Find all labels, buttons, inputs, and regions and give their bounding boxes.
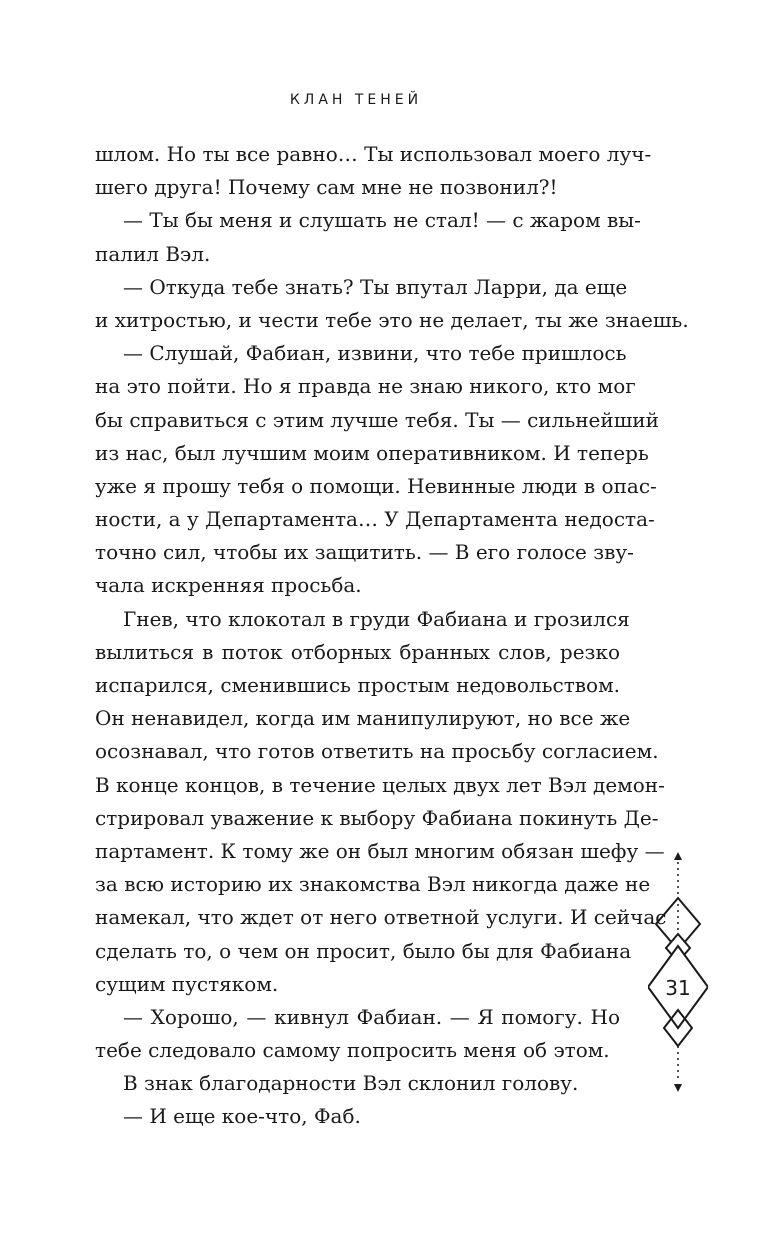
text-line: — Слушай, Фабиан, извини, что тебе пришлось [123,341,627,366]
text-line: партамент. К тому же он был многим обязан шефу — [95,838,665,863]
text-line: испарился, сменившись простым недовольством. [95,673,620,697]
text-line: уже я прошу тебя о помощи. Невинные люди в опас- [95,473,657,498]
text-line: ности, а у Департамента… У Департамента недоста- [95,507,655,532]
text-line: стрировал уважение к выбору Фабиана покинуть Де- [95,805,659,830]
text-line: на это пойти. Но я правда не знаю никого, кто мог [95,374,636,399]
text-line: Гнев, что клокотал в груди Фабиана и грозился [123,606,630,631]
text-line: В знак благодарности Вэл склонил голову. [123,1071,579,1096]
text-line: точно сил, чтобы их защитить. — В его голосе зву- [95,540,634,565]
text-line: и хитростью, и чести тебе это не делает, ты же знаешь. [95,307,689,332]
text-line: сделать то, о чем он просит, было бы для Фабиана [95,938,632,963]
text-line: шлом. Но ты все равно… Ты использовал моего луч- [95,142,652,166]
page-number-ornament [648,852,708,1048]
text-line: В конце концов, в течение целых двух лет Вэл демон- [95,772,665,797]
text-line: сущим пустяком. [95,971,279,996]
text-line: палил Вэл. [95,241,211,266]
ornament-bottom [648,1046,708,1096]
text-line: — Откуда тебе знать? Ты впутал Ларри, да еще [123,274,628,299]
page-number: 31 [665,976,691,1000]
text-line: бы справиться с этим лучше тебя. Ты — сильнейший [95,407,659,432]
text-line: — Ты бы меня и слушать не стал! — с жаром вы- [123,208,641,233]
text-line: шего друга! Почему сам мне не позвонил?! [95,175,558,200]
text-line: — И еще кое-что, Фаб. [123,1104,361,1129]
text-line: намекал, что ждет от него ответной услуги. И сейчас [95,905,667,930]
arrow-down-icon [674,1084,682,1092]
text-line: — Хорошо, — кивнул Фабиан. — Я помогу. Но [123,1004,620,1029]
text-line: за всю историю их знакомства Вэл никогда даже не [95,872,651,897]
text-line: из нас, был лучшим моим оперативником. И теперь [95,440,649,465]
text-line: вылиться в поток отборных бранных слов, резко [95,639,620,664]
arrow-up-icon [674,852,682,860]
text-line: осознавал, что готов ответить на просьбу согласием. [95,739,659,764]
text-line: Он ненавидел, когда им манипулируют, но все же [95,706,631,731]
text-line: тебе следовало самому попросить меня об этом. [95,1038,610,1063]
running-head: КЛАН ТЕНЕЙ [289,92,423,108]
text-line: чала искренняя просьба. [95,573,362,598]
